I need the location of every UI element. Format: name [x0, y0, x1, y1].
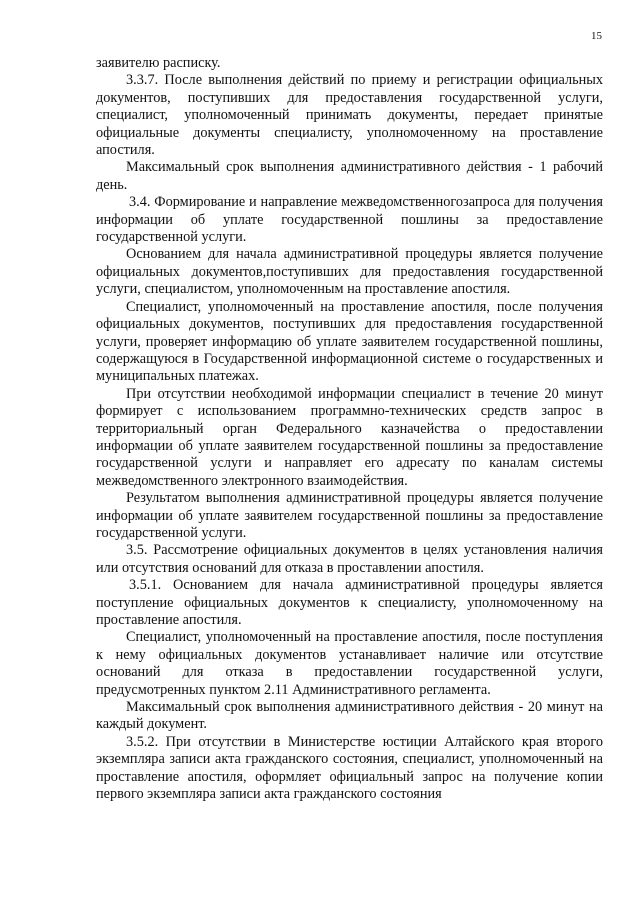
paragraph-max-term-20-minutes: Максимальный срок выполнения административного действия - 20 минут на каждый документ. [96, 699, 603, 733]
paragraph-3-5-1: 3.5.1. Основанием для начала административной процедуры является поступление официальных документов к специалисту, уполномоченному на проставление апостиля. [96, 577, 603, 628]
document-body [96, 55, 603, 803]
paragraph-receipt-end: заявителю расписку. [96, 55, 221, 71]
paragraph-3-5-2: 3.5.2. При отсутствии в Министерстве юстиции Алтайского края второго экземпляра записи акта гражданского состояния, специалист, уполномоченный на проставление апостиля, оформляет официальный запрос на получение копии первого экземпляра записи акта гражданского состояния [96, 733, 603, 803]
paragraph-basis-procedure: Основанием для начала административной процедуры является получение официальных документов,поступивших для предоставления государственной услуги, специалистом, уполномоченным на проставление апостиля. [96, 246, 603, 298]
paragraph-procedure-result: Результатом выполнения административной процедуры является получение информации об уплате заявителем государственной пошлины за предоставление государственной услуги. [96, 490, 603, 541]
paragraph-3-3-7: 3.3.7. После выполнения действий по приему и регистрации официальных документов, поступивших для предоставления государственной услуги, специалист, уполномоченный принимать документы, передает принятые официальные документы специалисту, уполномоченному на проставление апостиля. [96, 72, 603, 159]
paragraph-specialist-establishes-grounds: Специалист, уполномоченный на проставление апостиля, после поступления к нему официальных документов устанавливает наличие или отсутствие оснований для отказа в предоставлении государственной услуги, предусмотренных пунктом 2.11 Административного регламента. [96, 629, 603, 698]
paragraph-3-4: 3.4. Формирование и направление межведомственногозапроса для получения информации об уплате государственной пошлины за предоставление государственной услуги. [96, 194, 603, 246]
page-number: 15 [591, 30, 602, 42]
paragraph-max-term-1-day: Максимальный срок выполнения административного действия - 1 рабочий день. [96, 159, 603, 193]
paragraph-absence-of-information: При отсутствии необходимой информации специалист в течение 20 минут формирует с использованием программно-технических средств запрос в территориальный орган Федерального казначейства о предоставлении информации об уплате заявителем государственной пошлины за предоставление государственной услуги и направляет его адресату по каналам системы межведомственного электронного взаимодействия. [96, 385, 603, 489]
paragraph-specialist-checks-payment: Специалист, уполномоченный на проставление апостиля, после получения официальных документов, поступивших для предоставления государственной услуги, проверяет информацию об уплате заявителем государственной пошлины, содержащуюся в Государственной информационной системе о государственных и муниципальных платежах. [96, 298, 603, 385]
paragraph-3-5: 3.5. Рассмотрение официальных документов в целях установления наличия или отсутствия оснований для отказа в проставлении апостиля. [96, 542, 603, 576]
